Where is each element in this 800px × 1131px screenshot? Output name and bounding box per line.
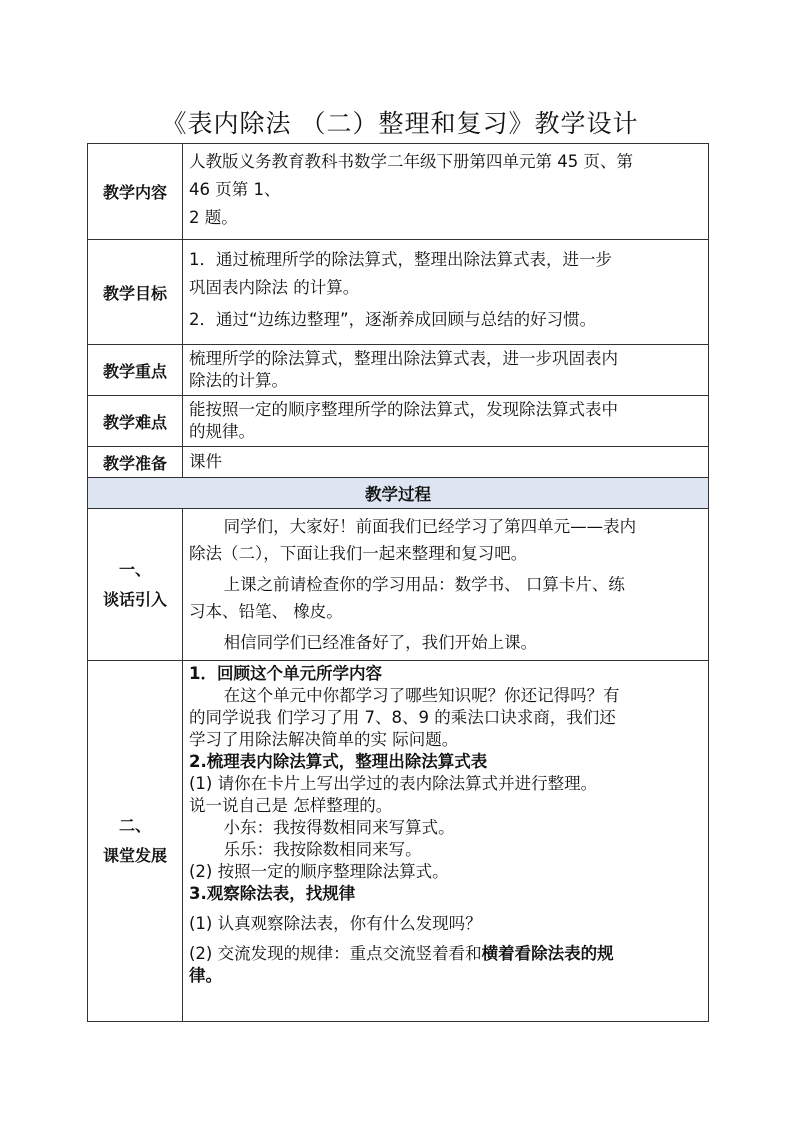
label-difficulties: 教学难点 <box>88 396 183 447</box>
develop-p2-line-1: (1) 请你在卡片上写出学过的表内除法算式并进行整理。 <box>189 774 598 793</box>
intro-line-4: 习本、铅笔、 橡皮。 <box>189 602 343 621</box>
develop-heading-3: 3.观察除法表，找规律 <box>189 884 356 903</box>
develop-p3-1: (1) 认真观察除法表，你有什么发现吗？ <box>189 914 482 933</box>
develop-p2-line-2: 说一说自己是 怎样整理的。 <box>189 796 393 815</box>
lesson-plan-table <box>87 143 709 1022</box>
difficulty-line-2: 的规律。 <box>189 422 255 441</box>
label-teaching-content: 教学内容 <box>88 144 183 240</box>
intro-line-2: 除法（二），下面让我们一起来整理和复习吧。 <box>189 544 528 563</box>
content-line-3: 2 题。 <box>189 208 238 227</box>
row-develop <box>88 661 709 1022</box>
difficulty-line-1: 能按照一定的顺序整理所学的除法算式，发现除法算式表中 <box>189 400 618 419</box>
label-preparation: 教学准备 <box>88 447 183 478</box>
develop-p3-2-bold: 横着看除法表的规 <box>481 944 614 963</box>
develop-p3-2-plain: (2) 交流发现的规律：重点交流竖着看和 <box>189 944 482 963</box>
label-key-points: 教学重点 <box>88 345 183 396</box>
develop-p3-2-end: 律。 <box>189 966 222 985</box>
label-teaching-goals: 教学目标 <box>88 240 183 345</box>
row-difficulties <box>88 396 709 447</box>
intro-title: 谈话引入 <box>102 589 167 609</box>
develop-p1-line-3: 学习了用除法解决简单的实 际问题。 <box>189 730 459 749</box>
develop-p1-line-2: 的同学说我 们学习了用 7、8、9 的乘法口诀求商，我们还 <box>189 708 616 727</box>
row-preparation <box>88 447 709 478</box>
label-intro <box>88 509 183 661</box>
develop-xiaodong: 小东：我按得数相同来写算式。 <box>223 818 455 837</box>
develop-heading-1: 1．回顾这个单元所学内容 <box>189 664 382 683</box>
goal-line-3: 2．通过“边练边整理”，逐渐养成回顾与总结的好习惯。 <box>189 310 597 329</box>
cell-teaching-content <box>183 144 709 240</box>
develop-lele: 乐乐：我按除数相同来写。 <box>223 840 422 859</box>
intro-line-5: 相信同学们已经准备好了，我们开始上课。 <box>223 633 538 652</box>
develop-title: 课堂发展 <box>102 846 167 865</box>
develop-p2-2: (2) 按照一定的顺序整理除法算式。 <box>189 862 449 881</box>
goal-line-1: 1．通过梳理所学的除法算式，整理出除法算式表，进一步 <box>189 250 612 269</box>
cell-teaching-goals <box>183 240 709 345</box>
process-header: 教学过程 <box>88 478 709 509</box>
cell-key-points <box>183 345 709 396</box>
develop-heading-2: 2.梳理表内除法算式，整理出除法算式表 <box>189 752 488 771</box>
cell-preparation: 课件 <box>183 447 709 478</box>
row-teaching-goals <box>88 240 709 345</box>
develop-p1-line-1: 在这个单元中你都学习了哪些知识呢？你还记得吗？有 <box>223 686 620 705</box>
cell-difficulties <box>183 396 709 447</box>
intro-number: 一、 <box>118 559 151 579</box>
row-teaching-content <box>88 144 709 240</box>
intro-line-3: 上课之前请检查你的学习用品：数学书、 口算卡片、练 <box>223 575 625 594</box>
row-intro <box>88 509 709 661</box>
row-key-points <box>88 345 709 396</box>
key-line-1: 梳理所学的除法算式，整理出除法算式表，进一步巩固表内 <box>189 349 618 368</box>
row-process-header <box>88 478 709 509</box>
goal-line-2: 巩固表内除法 的计算。 <box>189 278 360 297</box>
document-title: 《表内除法 （二）整理和复习》教学设计 <box>161 109 639 138</box>
content-line-2: 46 页第 1、 <box>189 180 281 199</box>
cell-develop <box>183 661 709 1022</box>
develop-p3-2 <box>189 943 702 965</box>
intro-line-1: 同学们，大家好！前面我们已经学习了第四单元——表内 <box>223 517 637 536</box>
cell-intro <box>183 509 709 661</box>
develop-number: 二、 <box>118 816 151 835</box>
key-line-2: 除法的计算。 <box>189 371 288 390</box>
content-line-1: 人教版义务教育教科书数学二年级下册第四单元第 45 页、第 <box>189 152 633 171</box>
label-develop <box>88 661 183 1022</box>
